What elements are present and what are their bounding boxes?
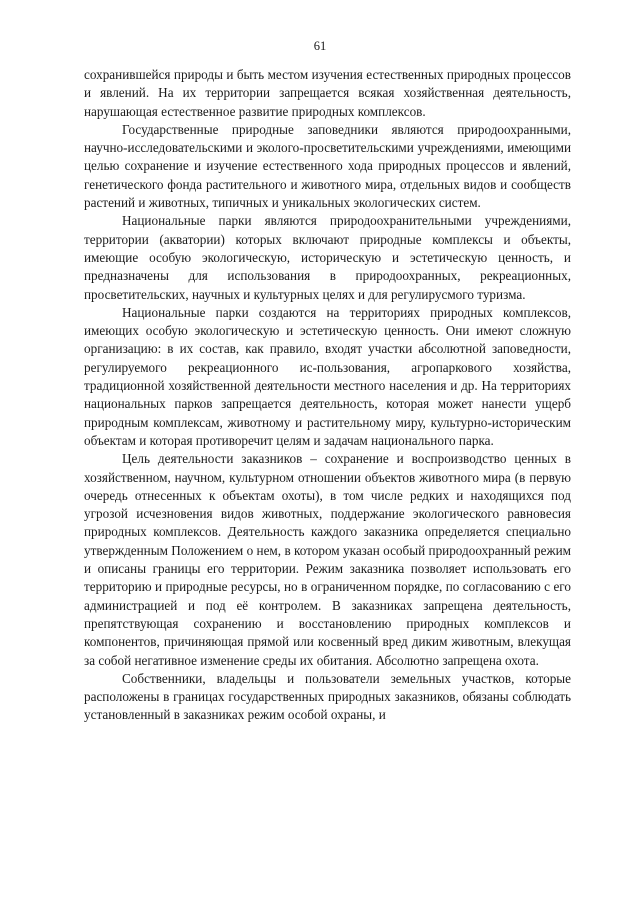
paragraph-land-owners: Собственники, владельцы и пользователи земельных участков, которые расположены в границах государственных природных заказников, обязаны соблюдать установленный в заказниках режим особой охраны, и (84, 670, 571, 723)
paragraph-wildlife-refuges: Цель деятельности заказников – сохранение и воспроизводство ценных в хозяйственном, научном, культурном отношении объектов животного мира (в первую очередь отнесенных к объектам охоты), в том числе редких и находящихся под угрозой исчезновения видов животных, поддержание экологического равновесия природных комплексов. Деятельность каждого заказника определяется специально утвержденным Положением о нем, в котором указан особый природоохранный режим и описаны границы его территории. Режим заказника позволяет использовать его территорию и природные ресурсы, но в ограниченном порядке, по согласованию с его администрацией и под её контролем. В заказниках запрещена деятельность, препятствующая сохранению и восстановлению природных комплексов и компонентов, причиняющая прямой или косвенный вред диким животным, влекущая за собой негативное изменение среды их обитания. Абсолютно запрещена охота. (84, 451, 571, 668)
paragraph-continuation: сохранившейся природы и быть местом изучения естественных природных процессов и явлений. На их территории запрещается всякая хозяйственная деятельность, нарушающая естественное развитие природных комплексов. (84, 67, 571, 119)
paragraph-nature-reserves: Государственные природные заповедники являются природоохранными, научно-исследовательскими и эколого-просветительскими учреждениями, имеющими целью сохранение и изучение естественного хода природных процессов и явлений, генетического фонда растительного и животного мира, отдельных видов и сообществ растений и животных, типичных и уникальных экологических систем. (84, 121, 571, 211)
text-body (84, 66, 571, 725)
paragraph-national-parks-organization: Национальные парки создаются на территориях природных комплексов, имеющих особую экологическую и эстетическую ценность. Они имеют сложную организацию: в их состав, как правило, входят участки абсолютной заповедности, регулируемого рекреационного ис-пользования, агропаркового хозяйства, традиционной хозяйственной деятельности местного населения и др. На территориях национальных парков запрещается деятельность, которая может нанести ущерб природным комплексам, животному и растительному миру, культурно-историческим объектам и которая противоречит целям и задачам национального парка. (84, 304, 571, 448)
page-number: 61 (313, 39, 327, 53)
paragraph-national-parks-definition: Национальные парки являются природоохранительными учреждениями, территории (акватории) которых включают природные комплексы и объекты, имеющие особую экологическую, историческую и эстетическую ценность, и предназначены для использования в природоохранных, рекреационных, просветительских, научных и культурных целях и для регулирусмого туризма. (84, 213, 571, 302)
